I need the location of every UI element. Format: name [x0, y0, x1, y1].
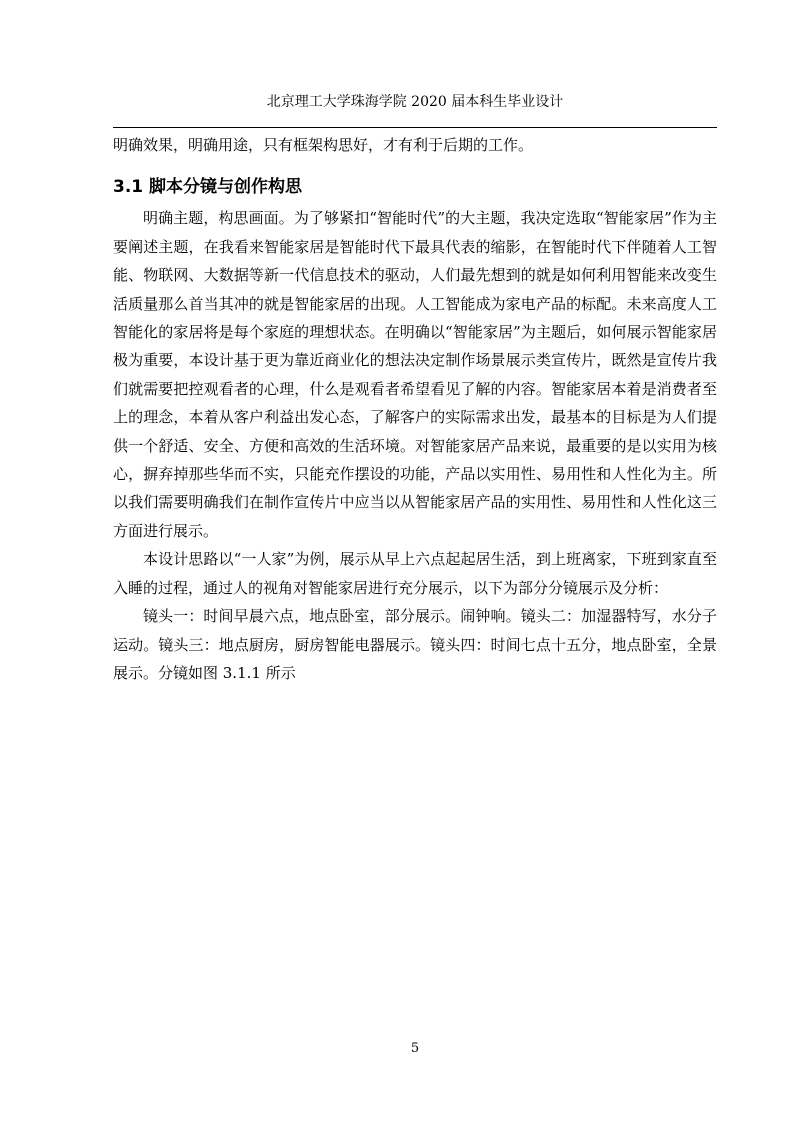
section-heading: 3.1 脚本分镜与创作构思 — [113, 177, 303, 198]
page-number: 5 — [410, 1041, 420, 1056]
running-header: 北京理工大学珠海学院 2020 届本科生毕业设计 — [266, 94, 564, 110]
header-rule — [113, 127, 717, 128]
body-paragraph-1: 明确主题，构思画面。为了够紧扣“智能时代”的大主题，我决定选取“智能家居”作为主要阐述主题，在我看来智能家居是智能时代下最具代表的缩影，在智能时代下伴随着人工智能、物联网、大数据等新一代信息技术的驱动，人们最先想到的就是如何利用智能来改变生活质量那么首当其冲的就是智能家居的出现。人工智能成为家电产品的标配。未来高度人工智能化的家居将是每个家庭的理想状态。在明确以“智能家居”为主题后，如何展示智能家居极为重要，本设计基于更为靠近商业化的想法决定制作场景展示类宣传片，既然是宣传片我们就需要把控观看者的心理，什么是观看者希望看见了解的内容。智能家居本着是消费者至上的理念，本着从客户利益出发心态，了解客户的实际需求出发，最基本的目标是为人们提供一个舒适、安全、方便和高效的生活环境。对智能家居产品来说，最重要的是以实用为核心，摒弃掉那些华而不实，只能充作摆设的功能，产品以实用性、易用性和人性化为主。所以我们需要明确我们在制作宣传片中应当以从智能家居产品的实用性、易用性和人性化这三方面进行展示。 — [113, 209, 717, 540]
intro-paragraph: 明确效果，明确用途，只有框架构思好，才有利于后期的工作。 — [113, 136, 534, 154]
body-paragraph-2: 本设计思路以“一人家”为例，展示从早上六点起起居生活，到上班离家，下班到家直至入睡的过程，通过人的视角对智能家居进行充分展示，以下为部分分镜展示及分析： — [113, 550, 717, 597]
document-body — [113, 131, 717, 687]
body-paragraph-3: 镜头一：时间早晨六点，地点卧室，部分展示。闹钟响。镜头二：加湿器特写，水分子运动。镜头三：地点厨房，厨房智能电器展示。镜头四：时间七点十五分，地点卧室，全景展示。分镜如图 3.1.1 所示 — [113, 607, 717, 682]
